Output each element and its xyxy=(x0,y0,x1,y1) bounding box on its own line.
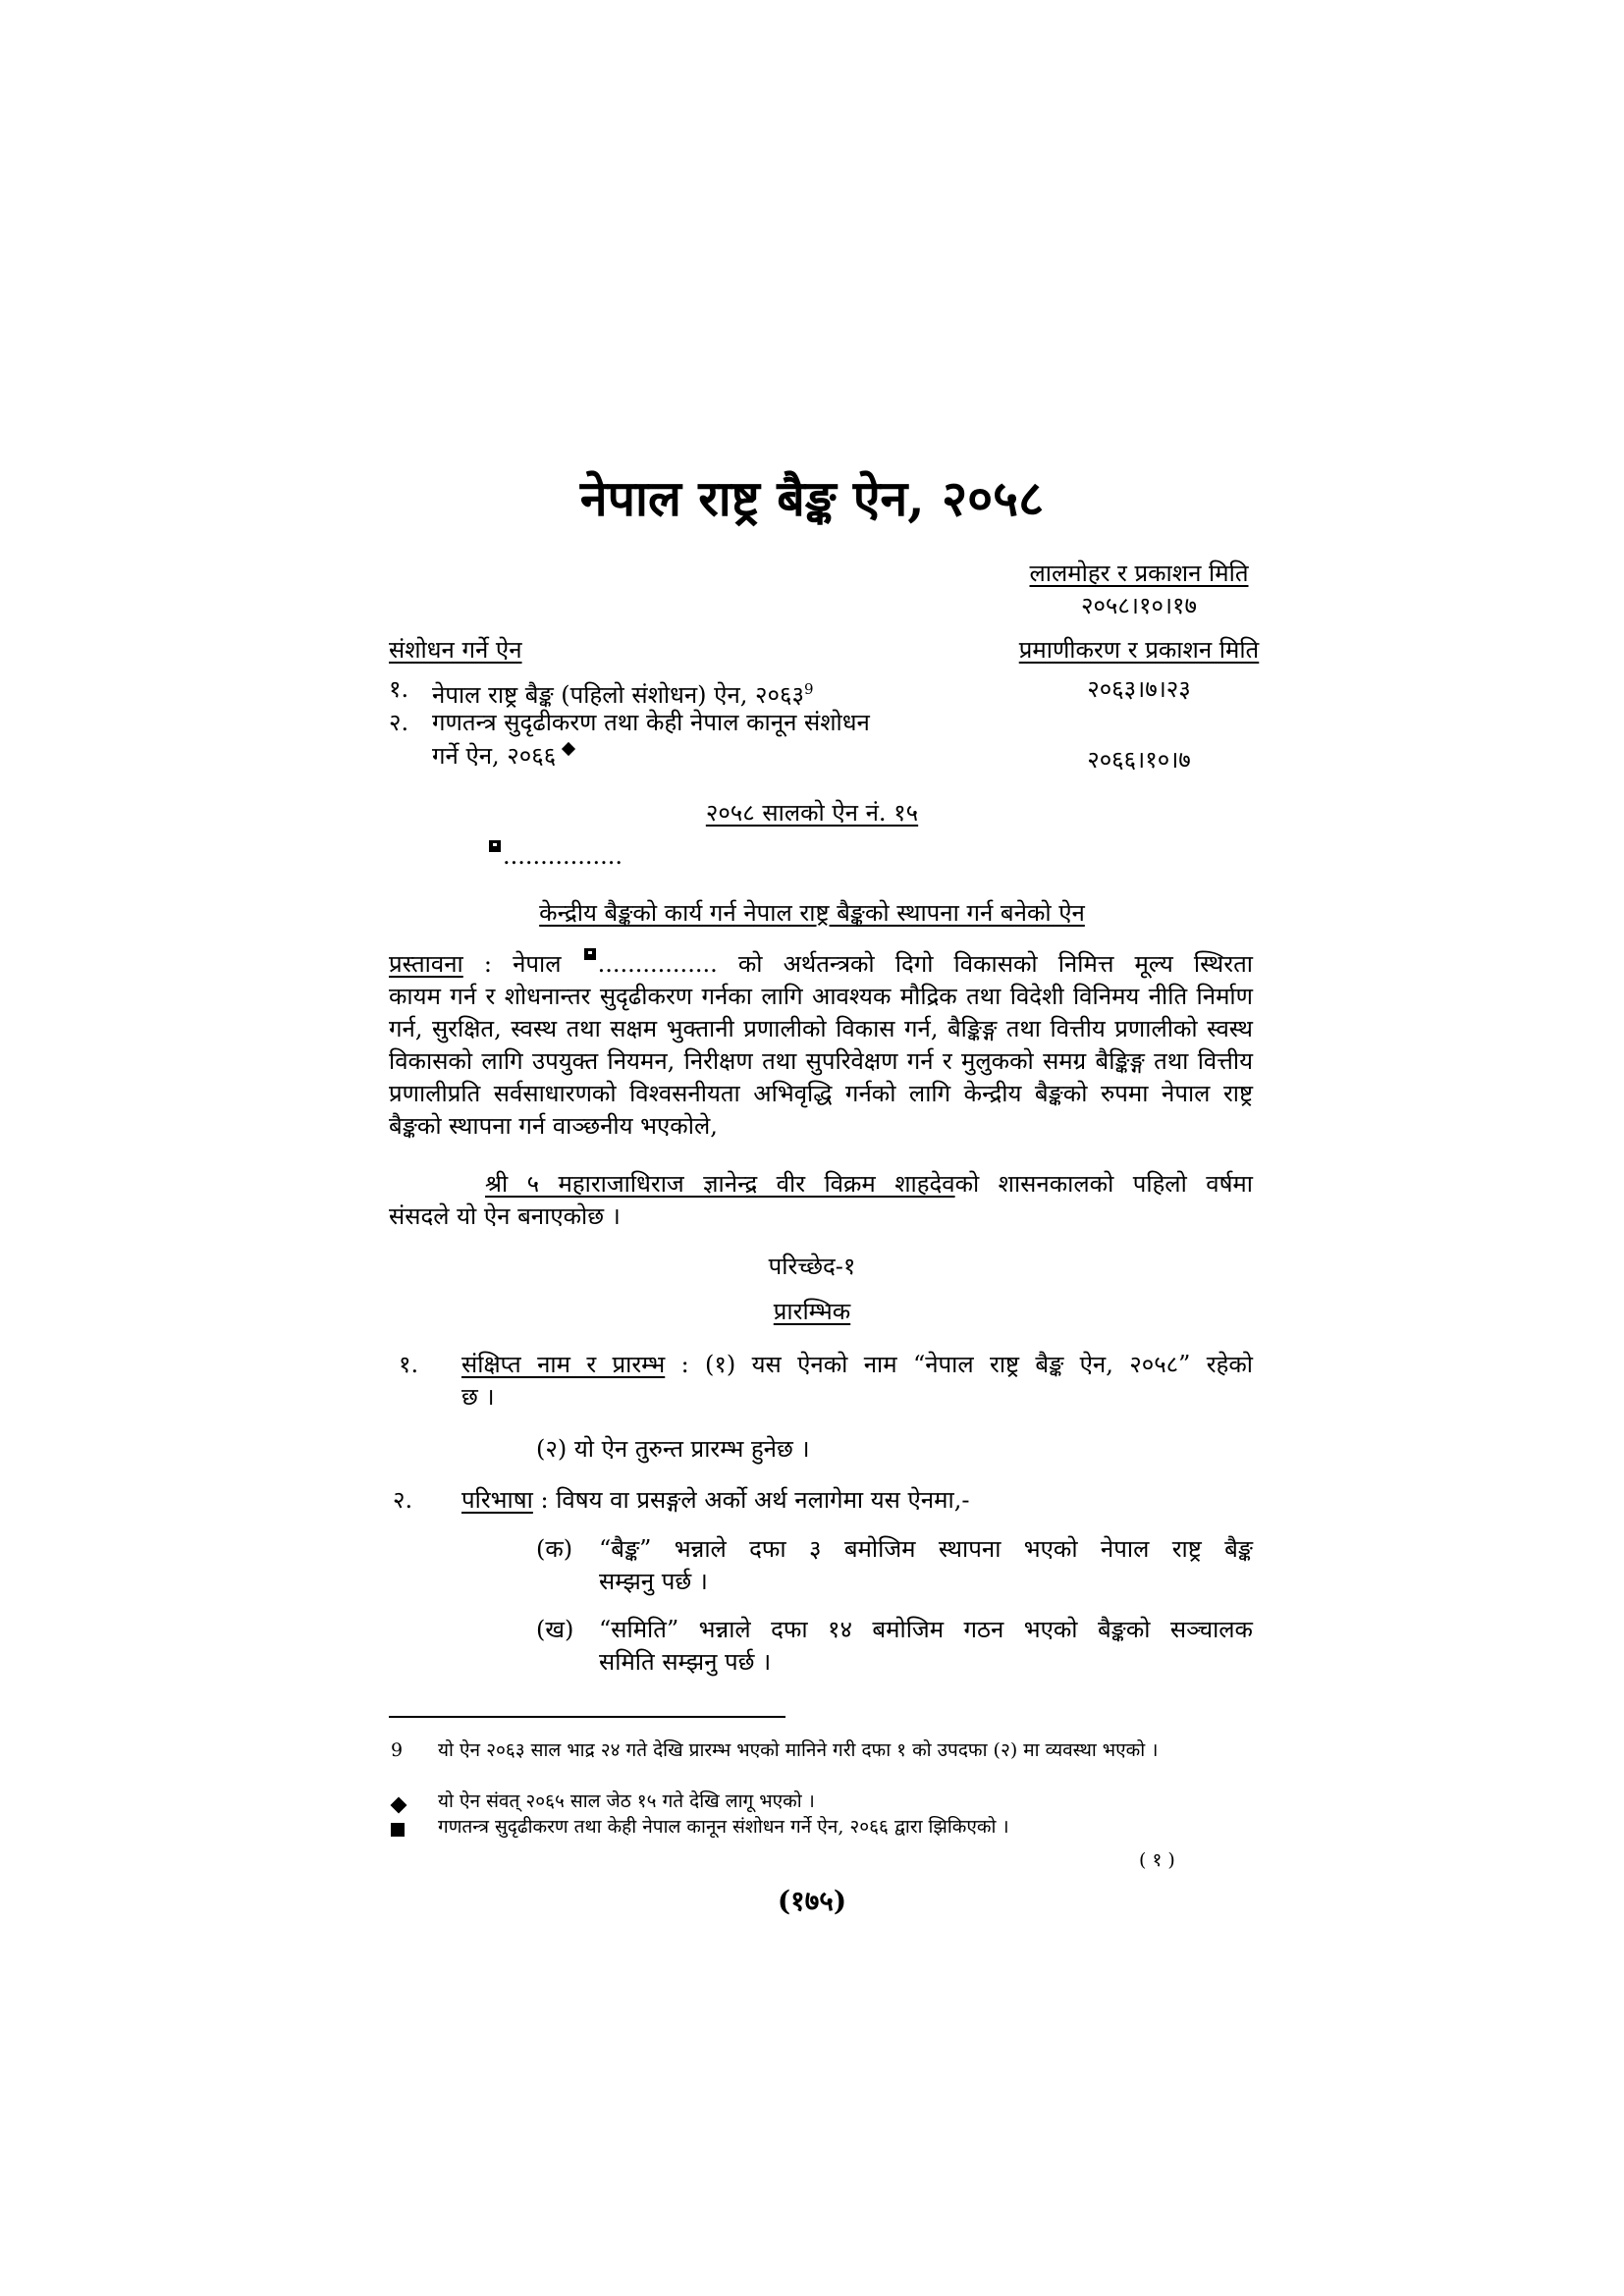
clause-ka-line2: सम्झनु पर्छ । xyxy=(599,1568,708,1595)
chapter-title: प्रारम्भिक xyxy=(773,1298,851,1325)
amending-acts-heading: संशोधन गर्ने ऐन xyxy=(389,636,522,664)
chapter-number: परिच्छेद-१ xyxy=(768,1253,856,1280)
footnote-1-text: यो ऐन २०६३ साल भाद्र २४ गते देखि प्रारम्भ भएको मानिने गरी दफा १ को उपदफा (२) मा व्यवस्था भएको । xyxy=(438,1739,1159,1761)
amendment-2-number: २. xyxy=(389,709,409,736)
amendment-1-title: नेपाल राष्ट्र बैङ्क (पहिलो संशोधन) ऐन, २०६३$^9$ xyxy=(432,680,814,709)
section-2-line1: परिभाषा : विषय वा प्रसङ्गले अर्को अर्थ नलागेमा यस ऐनमा,- xyxy=(461,1486,970,1514)
section-1-line1: संक्षिप्त नाम र प्रारम्भ : (१) यस ऐनको नाम “नेपाल राष्ट्र बैङ्क ऐन, २०५८” रहेको xyxy=(461,1351,1253,1378)
amendment-1-date: २०६३।७।२३ xyxy=(1087,675,1191,703)
authentication-date-heading: प्रमाणीकरण र प्रकाशन मिति xyxy=(1018,636,1260,664)
section-2-number: २. xyxy=(393,1486,413,1514)
amendment-1-number: १. xyxy=(389,675,409,703)
act-title: नेपाल राष्ट्र बैङ्क ऐन, २०५८ xyxy=(579,469,1045,527)
section-1-number: १. xyxy=(399,1351,419,1378)
removed-marker-icon xyxy=(391,1823,405,1837)
section-1-line2: छ । xyxy=(461,1383,495,1411)
enactment-line2: संसदले यो ऐन बनाएकोछ । xyxy=(389,1202,621,1230)
long-title: केन्द्रीय बैङ्कको कार्य गर्न नेपाल राष्ट्र बैङ्कको स्थापना गर्न बनेको ऐन xyxy=(539,899,1085,927)
removed-marker-icon xyxy=(489,840,501,852)
serial-page-number: (१७५) xyxy=(777,1885,847,1917)
footnote-3-text: गणतन्त्र सुदृढीकरण तथा केही नेपाल कानून संशोधन गर्ने ऐन, २०६६ द्वारा झिकिएको । xyxy=(438,1816,1009,1838)
clause-kha-label: (ख) xyxy=(536,1616,574,1643)
act-number: २०५८ सालको ऐन नं. १५ xyxy=(705,799,919,827)
section-1-subsection-2: (२) यो ऐन तुरुन्त प्रारम्भ हुनेछ । xyxy=(536,1435,810,1463)
footnote-ref-9: 9 xyxy=(803,680,814,698)
clause-ka-label: (क) xyxy=(536,1535,573,1563)
clause-ka-line1: “बैङ्क” भन्नाले दफा ३ बमोजिम स्थापना भएको नेपाल राष्ट्र बैङ्क xyxy=(599,1535,1253,1563)
assent-heading: लालमोहर र प्रकाशन मिति xyxy=(1029,560,1249,587)
footnote-2-text: यो ऐन संवत् २०६५ साल जेठ १५ गते देखि लागू भएको । xyxy=(438,1790,815,1812)
footnote-separator xyxy=(389,1716,785,1718)
diamond-icon xyxy=(562,742,575,756)
removed-marker-icon xyxy=(584,948,596,960)
preamble-line1: प्रस्तावना : नेपाल ................ को अर्थतन्त्रको दिगो विकासको निमित्त मूल्य स्थिरता xyxy=(389,950,1253,978)
amendment-2-title-line1: गणतन्त्र सुदृढीकरण तथा केही नेपाल कानून संशोधन xyxy=(432,709,870,736)
clause-kha-line1: “समिति” भन्नाले दफा १४ बमोजिम गठन भएको बैङ्कको सञ्चालक xyxy=(599,1616,1253,1643)
removed-text: ................ xyxy=(487,840,623,873)
assent-date: २०५८।१०।१७ xyxy=(1080,592,1198,619)
footnote-3-mark xyxy=(391,1818,405,1843)
footnote-1-mark: 9 xyxy=(391,1739,404,1761)
enactment-line1: श्री ५ महाराजाधिराज ज्ञानेन्द्र वीर विक्रम शाहदेवको शासनकालको पहिलो वर्षमा xyxy=(485,1170,1254,1198)
page-number: ( १ ) xyxy=(1139,1849,1175,1871)
footnote-2-mark xyxy=(393,1792,405,1818)
amendment-2-title-line2: गर्ने ऐन, २०६६ xyxy=(432,740,573,773)
clause-kha-line2: समिति सम्झनु पर्छ । xyxy=(599,1648,772,1676)
preamble-text: कायम गर्न र शोधनान्तर सुदृढीकरण गर्नका लागि आवश्यक मौद्रिक तथा विदेशी विनिमय नीति निर्माण गर्न, सुरक्षित, स्वस्थ तथा सक्षम भुक्तानी प्रणालीको विकास गर्न, बैङ्किङ्ग तथा वित्तीय प्रणालीको स्वस्थ विकासको लागि उपयुक्त नियमन, निरीक्षण तथा सुपरिवेक्षण गर्न र मुलुकको समग्र बैङ्किङ्ग तथा वित्तीय प्रणालीप्रति सर्वसाधारणको विश्वसनीयता अभिवृद्धि गर्नको लागि केन्द्रीय बैङ्कको रुपमा नेपाल राष्ट्र बैङ्कको स्थापना गर्न वाञ्छनीय भएकोले, xyxy=(389,983,1253,1140)
diamond-icon xyxy=(391,1797,407,1814)
amendment-2-date: २०६६।१०।७ xyxy=(1087,746,1191,774)
